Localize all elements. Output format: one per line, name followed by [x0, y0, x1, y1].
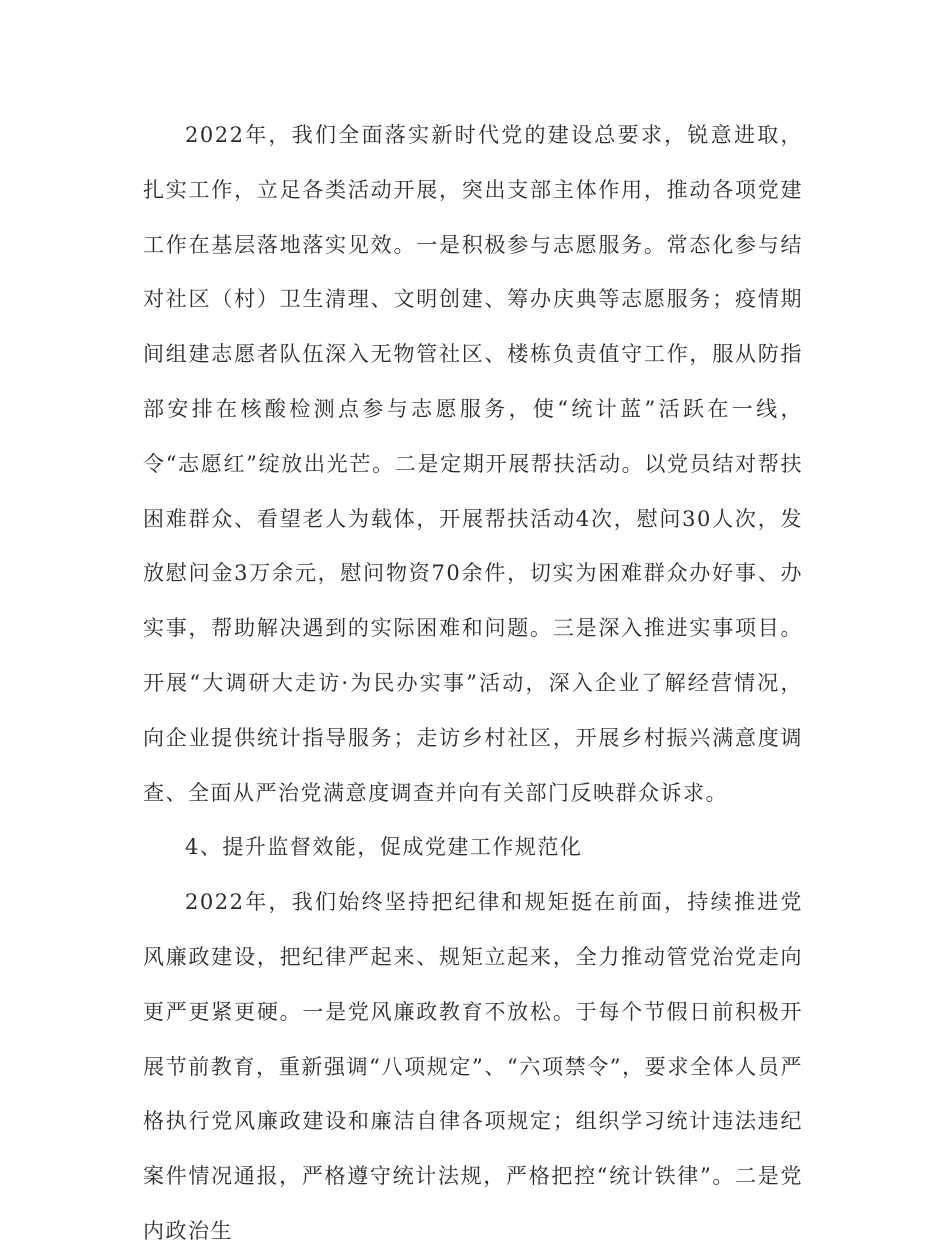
document-body: [143, 108, 803, 1259]
paragraph-volunteer-service: 2022年，我们全面落实新时代党的建设总要求，锐意进取，扎实工作，立足各类活动开展，突出支部主体作用，推动各项党建工作在基层落地落实见效。一是积极参与志愿服务。常态化参与结对社区（村）卫生清理、文明创建、筹办庆典等志愿服务；疫情期间组建志愿者队伍深入无物管社区、楼栋负责值守工作，服从防指部安排在核酸检测点参与志愿服务，使“统计蓝”活跃在一线，令“志愿红”绽放出光芒。二是定期开展帮扶活动。以党员结对帮扶困难群众、看望老人为载体，开展帮扶活动4次，慰问30人次，发放慰问金3万余元，慰问物资70余件，切实为困难群众办好事、办实事，帮助解决遇到的实际困难和问题。三是深入推进实事项目。开展“大调研大走访·为民办实事”活动，深入企业了解经营情况，向企业提供统计指导服务；走访乡村社区，开展乡村振兴满意度调查、全面从严治党满意度调查并向有关部门反映群众诉求。: [143, 123, 803, 805]
section-heading-supervision: 4、提升监督效能，促成党建工作规范化: [185, 835, 583, 860]
paragraph-discipline: 2022年，我们始终坚持把纪律和规矩挺在前面，持续推进党风廉政建设，把纪律严起来、规矩立起来，全力推动管党治党走向更严更紧更硬。一是党风廉政教育不放松。于每个节假日前积极开展节前教育，重新强调“八项规定”、“六项禁令”，要求全体人员严格执行党风廉政建设和廉洁自律各项规定；组织学习统计违法违纪案件情况通报，严格遵守统计法规，严格把控“统计铁律”。二是党内政治生: [143, 890, 803, 1243]
